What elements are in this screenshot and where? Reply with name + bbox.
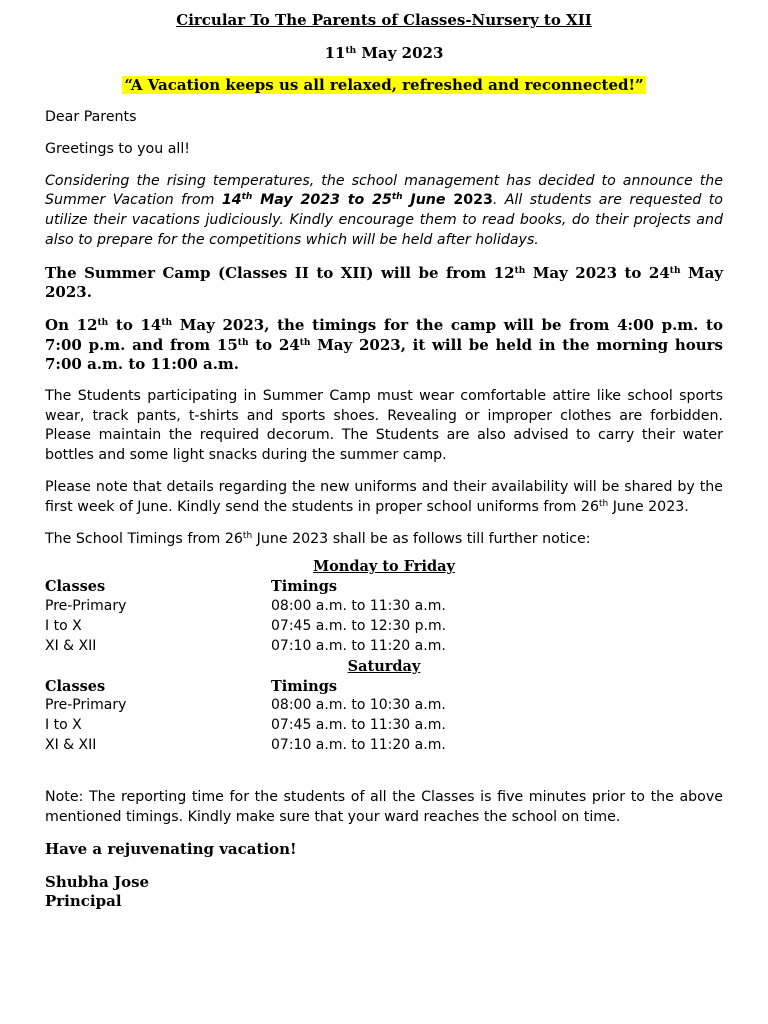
circular-date: 11th May 2023 (324, 44, 444, 62)
class-cell: XI & XII (45, 736, 97, 753)
saturday-header-row (45, 677, 723, 697)
time-cell: 07:45 a.m. to 11:30 a.m. (271, 717, 446, 734)
timings-column-header: Timings (271, 578, 337, 596)
saturday-heading: Saturday (347, 657, 421, 675)
attire-paragraph: The Students participating in Summer Camp must wear comfortable attire like school sports wear, track pants, t-shirts and sports shoes. Revealing or improper clothes are forbidden. Please maintain the required decorum. The Students are also advised to carry their water bottles and some light snacks during the summer camp. (45, 387, 723, 464)
signature-role: Principal (45, 892, 122, 911)
camp-dates-paragraph: The Summer Camp (Classes II to XII) will be from 12th May 2023 to 24th May 2023. (45, 263, 724, 302)
vacation-paragraph: Considering the rising temperatures, the school management has decided to announce the Summer Vacation from 14th May 2023 to 25th June 2023. All students are requested to utilize their vacations judiciously. Kindly encourage them to read books, do their projects and also to prepare for the competitions which will be held after holidays. (45, 172, 723, 248)
time-cell: 07:45 a.m. to 12:30 p.m. (271, 617, 447, 634)
time-cell: 08:00 a.m. to 11:30 a.m. (271, 598, 446, 615)
class-cell: Pre-Primary (45, 697, 127, 714)
camp-timings-paragraph: On 12th to 14th May 2023, the timings for the camp will be from 4:00 p.m. to 7:00 p.m. and from 15th to 24th May 2023, it will be held in the morning hours 7:00 a.m. to 11:00 a.m. (45, 315, 723, 374)
timings-intro: The School Timings from 26th June 2023 shall be as follows till further notice: (45, 530, 591, 547)
circular-title: Circular To The Parents of Classes-Nursery to XII (176, 11, 592, 29)
closing-line: Have a rejuvenating vacation! (45, 840, 297, 859)
weekday-heading: Monday to Friday (313, 558, 455, 576)
time-cell: 07:10 a.m. to 11:20 a.m. (271, 637, 446, 654)
table-row (45, 696, 723, 716)
note-paragraph: Note: The reporting time for the students of all the Classes is five minutes prior to the above mentioned timings. Kindly make sure that your ward reaches the school on time. (45, 788, 723, 825)
table-row (45, 597, 723, 617)
signature-name: Shubha Jose (45, 872, 150, 891)
weekday-header-row (45, 577, 723, 597)
timings-column-header: Timings (271, 677, 337, 695)
table-row (45, 716, 723, 736)
schedule-table (45, 557, 723, 755)
quote-line (45, 74, 723, 96)
class-cell: XI & XII (45, 637, 97, 654)
salutation: Dear Parents (45, 109, 137, 125)
class-cell: I to X (45, 717, 82, 734)
classes-column-header: Classes (45, 578, 106, 596)
classes-column-header: Classes (45, 677, 106, 695)
highlighted-quote: “A Vacation keeps us all relaxed, refreshed and reconnected!” (124, 76, 644, 94)
class-cell: I to X (45, 617, 82, 634)
class-cell: Pre-Primary (45, 598, 127, 615)
greeting-line: Greetings to you all! (45, 140, 190, 157)
table-row (45, 617, 723, 637)
table-row (45, 736, 723, 756)
time-cell: 08:00 a.m. to 10:30 a.m. (271, 697, 446, 714)
uniform-paragraph: Please note that details regarding the new uniforms and their availability will be shared by the first week of June. Kindly send the students in proper school uniforms from 26th June 2023. (45, 478, 723, 515)
time-cell: 07:10 a.m. to 11:20 a.m. (271, 736, 446, 753)
table-row (45, 637, 723, 657)
